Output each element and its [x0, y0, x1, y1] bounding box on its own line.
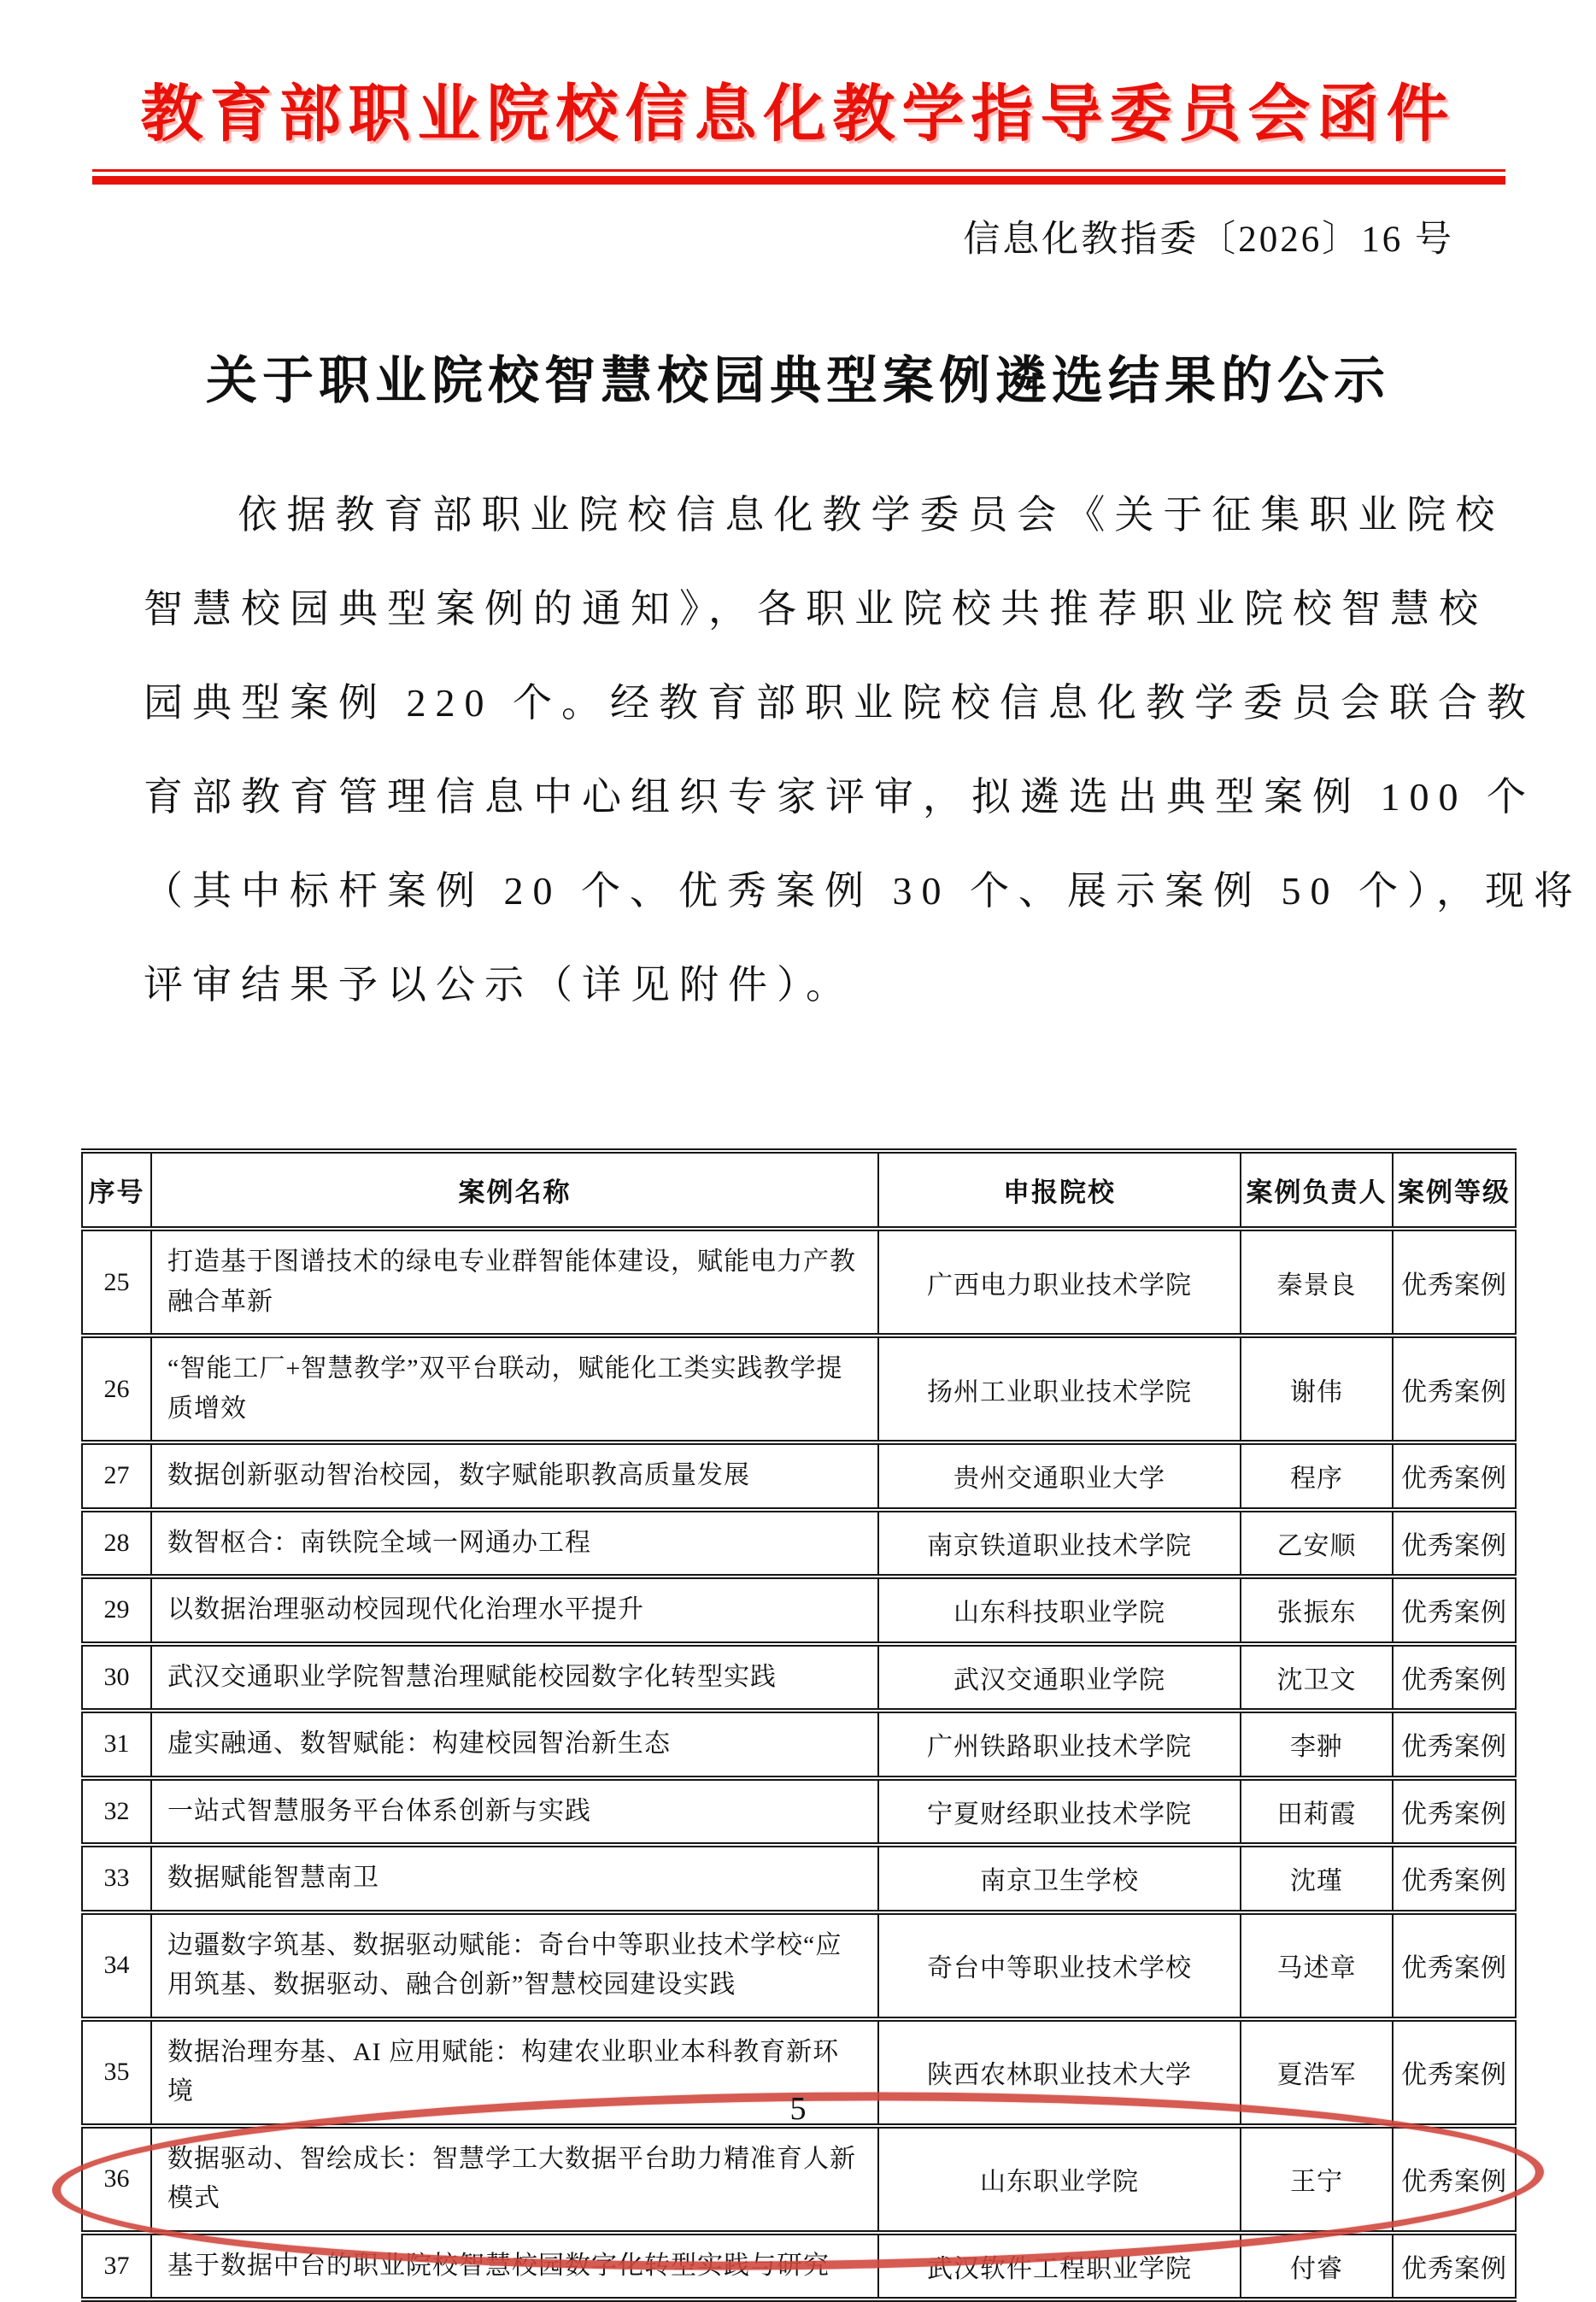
- header-school: 申报院校: [878, 1151, 1241, 1229]
- cell-school: 奇台中等职业技术学校: [878, 1912, 1241, 2019]
- cell-leader: 张振东: [1241, 1577, 1393, 1644]
- cell-leader: 沈卫文: [1241, 1644, 1393, 1712]
- cell-no: 34: [82, 1912, 151, 2019]
- cell-school: 山东职业学院: [878, 2126, 1241, 2233]
- header-grade: 案例等级: [1393, 1151, 1516, 1229]
- cell-leader: 秦景良: [1241, 1229, 1393, 1336]
- header-name: 案例名称: [151, 1151, 878, 1229]
- cell-name: 数据赋能智慧南卫: [151, 1845, 878, 1912]
- cell-name: 边疆数字筑基、数据驱动赋能：奇台中等职业技术学校“应用筑基、数据驱动、融合创新”智慧校园建设实践: [151, 1912, 878, 2019]
- cell-grade: 优秀案例: [1393, 2126, 1516, 2233]
- cell-grade: 优秀案例: [1393, 1336, 1516, 1442]
- table-row: [82, 1644, 1516, 1712]
- cell-no: 36: [82, 2126, 151, 2233]
- cell-school: 宁夏财经职业技术学院: [878, 1778, 1241, 1846]
- cell-grade: 优秀案例: [1393, 1778, 1516, 1846]
- cell-no: 27: [82, 1442, 151, 1510]
- cell-school: 山东科技职业学院: [878, 1577, 1241, 1644]
- body-line: 依据教育部职业院校信息化教学委员会《关于征集职业院校: [238, 493, 1505, 537]
- cell-school: 广州铁路职业技术学院: [878, 1711, 1241, 1778]
- cell-name: 数据驱动、智绘成长：智慧学工大数据平台助力精准育人新模式: [151, 2126, 878, 2233]
- cell-leader: 谢伟: [1241, 1336, 1393, 1442]
- cell-name: 武汉交通职业学院智慧治理赋能校园数字化转型实践: [151, 1644, 878, 1712]
- table-header-row: [82, 1151, 1516, 1229]
- cell-no: 26: [82, 1336, 151, 1442]
- body-line: 园典型案例 220 个。经教育部职业院校信息化教学委员会联合教: [144, 681, 1535, 725]
- header-leader: 案例负责人: [1241, 1151, 1393, 1229]
- cell-leader: 马述章: [1241, 1912, 1393, 2019]
- cell-no: 33: [82, 1845, 151, 1912]
- cell-school: 武汉交通职业学院: [878, 1644, 1241, 1712]
- table-row: [82, 2126, 1516, 2233]
- cell-leader: 王宁: [1241, 2126, 1393, 2233]
- table-row: [82, 1336, 1516, 1442]
- cell-grade: 优秀案例: [1393, 2019, 1516, 2126]
- cell-grade: 优秀案例: [1393, 2233, 1516, 2300]
- cell-name: 一站式智慧服务平台体系创新与实践: [151, 1778, 878, 1846]
- table-row: [82, 1510, 1516, 1577]
- cell-leader: 沈瑾: [1241, 1845, 1393, 1912]
- table-row: [82, 1711, 1516, 1778]
- body-line: 智慧校园典型案例的通知》，各职业院校共推荐职业院校智慧校: [144, 587, 1487, 631]
- table-row: [82, 1442, 1516, 1510]
- cell-name: 打造基于图谱技术的绿电专业群智能体建设，赋能电力产教融合革新: [151, 1229, 878, 1336]
- cell-grade: 优秀案例: [1393, 1510, 1516, 1577]
- cell-name: 基于数据中台的职业院校智慧校园数字化转型实践与研究: [151, 2233, 878, 2300]
- cell-name: 数据治理夯基、AI 应用赋能：构建农业职业本科教育新环境: [151, 2019, 878, 2126]
- table-row: [82, 1778, 1516, 1846]
- cell-no: 25: [82, 1229, 151, 1336]
- body-line: 育部教育管理信息中心组织专家评审，拟遴选出典型案例 100 个: [144, 775, 1535, 819]
- table-row: [82, 2233, 1516, 2300]
- cell-grade: 优秀案例: [1393, 1644, 1516, 1712]
- cell-school: 贵州交通职业大学: [878, 1442, 1241, 1510]
- table-row: [82, 1577, 1516, 1644]
- cell-name: 以数据治理驱动校园现代化治理水平提升: [151, 1577, 878, 1644]
- body-line: 评审结果予以公示（详见附件）。: [144, 963, 854, 1007]
- body-paragraph: [144, 468, 1582, 1032]
- cases-table: [81, 1148, 1517, 2302]
- cell-school: 广西电力职业技术学院: [878, 1229, 1241, 1336]
- cell-school: 陕西农林职业技术大学: [878, 2019, 1241, 2126]
- table-row: [82, 1912, 1516, 2019]
- page-number: 5: [789, 2091, 807, 2127]
- cell-leader: 乙安顺: [1241, 1510, 1393, 1577]
- cell-school: 武汉软件工程职业学院: [878, 2233, 1241, 2300]
- cell-leader: 夏浩军: [1241, 2019, 1393, 2126]
- letterhead-rule-thick: [92, 176, 1505, 185]
- letterhead-rule: [92, 169, 1505, 185]
- body-line: （其中标杆案例 20 个、优秀案例 30 个、展示案例 50 个），现将: [144, 869, 1582, 913]
- cases-table-body: [82, 1229, 1516, 2299]
- table-row: [82, 1845, 1516, 1912]
- cell-leader: 付睿: [1241, 2233, 1393, 2300]
- table-row: [82, 1229, 1516, 1336]
- cell-leader: 程序: [1241, 1442, 1393, 1510]
- cell-name: 数据创新驱动智治校园，数字赋能职教高质量发展: [151, 1442, 878, 1510]
- cell-no: 31: [82, 1711, 151, 1778]
- header-no: 序号: [82, 1151, 151, 1229]
- cell-no: 37: [82, 2233, 151, 2300]
- cell-no: 32: [82, 1778, 151, 1846]
- cell-no: 30: [82, 1644, 151, 1712]
- cell-name: 数智枢合：南铁院全域一网通办工程: [151, 1510, 878, 1577]
- cell-leader: 田莉霞: [1241, 1778, 1393, 1846]
- cell-name: 虚实融通、数智赋能：构建校园智治新生态: [151, 1711, 878, 1778]
- cell-school: 南京卫生学校: [878, 1845, 1241, 1912]
- cell-no: 28: [82, 1510, 151, 1577]
- cell-no: 35: [82, 2019, 151, 2126]
- cell-grade: 优秀案例: [1393, 1577, 1516, 1644]
- cell-grade: 优秀案例: [1393, 1711, 1516, 1778]
- cell-leader: 李翀: [1241, 1711, 1393, 1778]
- cell-name: “智能工厂+智慧教学”双平台联动，赋能化工类实践教学提质增效: [151, 1336, 878, 1442]
- page-title: 关于职业院校智慧校园典型案例遴选结果的公示: [206, 353, 1390, 409]
- letterhead-banner: 教育部职业院校信息化教学指导委员会函件: [140, 79, 1456, 149]
- cell-grade: 优秀案例: [1393, 1912, 1516, 2019]
- cell-no: 29: [82, 1577, 151, 1644]
- cell-school: 南京铁道职业技术学院: [878, 1510, 1241, 1577]
- document-number: 信息化教指委〔2026〕16 号: [963, 220, 1454, 260]
- cell-grade: 优秀案例: [1393, 1845, 1516, 1912]
- cell-grade: 优秀案例: [1393, 1442, 1516, 1510]
- cell-grade: 优秀案例: [1393, 1229, 1516, 1336]
- table-wrapper: [81, 1148, 1515, 2302]
- cell-school: 扬州工业职业技术学院: [878, 1336, 1241, 1442]
